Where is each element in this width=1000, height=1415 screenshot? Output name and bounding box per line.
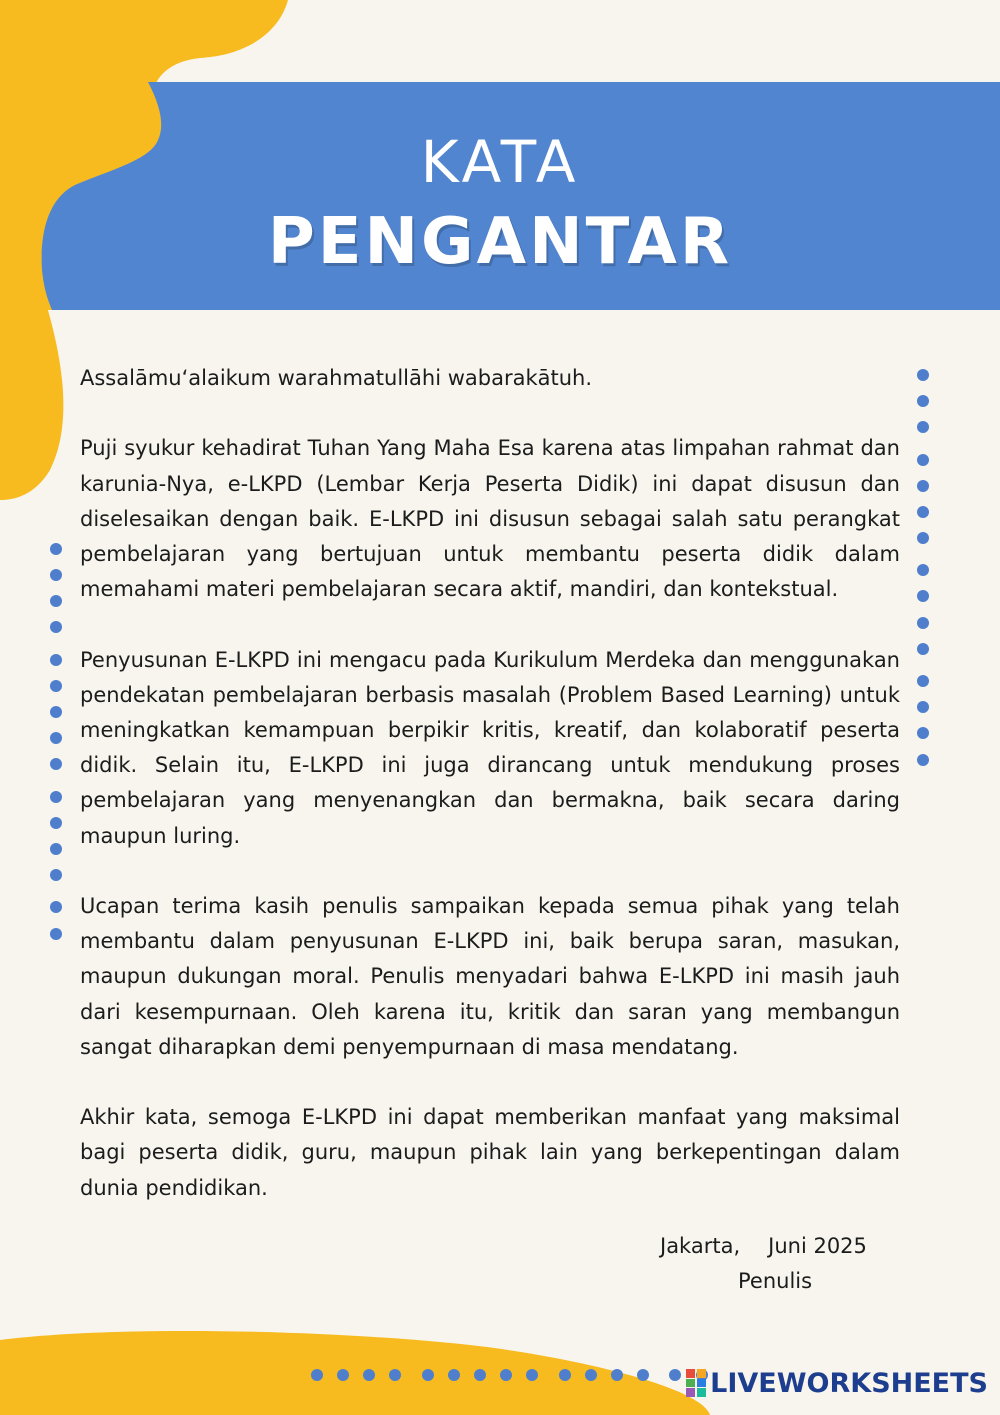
decorative-dot [311, 1369, 323, 1381]
decorative-dot [917, 675, 929, 687]
decorative-dot [637, 1369, 649, 1381]
decorative-dot [917, 590, 929, 602]
decorative-dot [50, 901, 62, 913]
decorative-dot [917, 506, 929, 518]
signature [600, 1229, 900, 1299]
decorative-dot [917, 564, 929, 576]
decorative-dot [474, 1369, 486, 1381]
decorative-dot [526, 1369, 538, 1381]
paragraph-3: Ucapan terima kasih penulis sampaikan kepada semua pihak yang telah membantu dalam penyusunan E-LKPD ini, baik berupa saran, masukan, maupun dukungan moral. Penulis menyadari bahwa E-LKPD ini masih jauh dari kesempurnaan. Oleh karena itu, kritik dan saran yang membangun sangat diharapkan demi penyempurnaan di masa mendatang. [80, 894, 900, 1059]
decorative-dot [917, 532, 929, 544]
body-text [80, 361, 900, 1241]
decorative-dot [50, 621, 62, 633]
decorative-dot [50, 817, 62, 829]
greeting: Assalāmu‘alaikum warahmatullāhi wabarakātuh. [80, 366, 593, 390]
decorative-dot [50, 680, 62, 692]
liveworksheets-mark-icon [686, 1369, 706, 1397]
decorative-dot [917, 701, 929, 713]
decorative-dot [337, 1369, 349, 1381]
decorative-dot [50, 543, 62, 555]
decorative-dot [422, 1369, 434, 1381]
decorative-dot [917, 754, 929, 766]
liveworksheets-wordmark: LIVEWORKSHEETS [710, 1367, 988, 1399]
decorative-dot [363, 1369, 375, 1381]
decorative-dot [500, 1369, 512, 1381]
decorative-dot [917, 617, 929, 629]
signature-role: Penulis [738, 1269, 813, 1293]
decorative-dot [50, 595, 62, 607]
decorative-dot [50, 706, 62, 718]
signature-date: Juni 2025 [768, 1234, 867, 1258]
decorative-dot [917, 421, 929, 433]
decorative-dot [917, 480, 929, 492]
decorative-dot [50, 843, 62, 855]
signature-place: Jakarta, [660, 1234, 741, 1258]
title-pengantar: PENGANTAR [267, 205, 733, 279]
paragraph-2: Penyusunan E-LKPD ini mengacu pada Kurikulum Merdeka dan menggunakan pendekatan pembelajaran berbasis masalah (Problem Based Learning) untuk meningkatkan kemampuan berpikir kritis, kreatif, dan kolaboratif peserta didik. Selain itu, E-LKPD ini juga dirancang untuk mendukung proses pembelajaran yang menyenangkan dan bermakna, baik secara daring maupun luring. [80, 647, 900, 848]
decorative-dot [50, 569, 62, 581]
decorative-dot [917, 395, 929, 407]
decorative-dot [669, 1369, 681, 1381]
decorative-dot [389, 1369, 401, 1381]
paragraph-1: Puji syukur kehadirat Tuhan Yang Maha Esa karena atas limpahan rahmat dan karunia-Nya, e-LKPD (Lembar Kerja Peserta Didik) ini dapat disusun dan diselesaikan dengan baik. E-LKPD ini disusun sebagai salah satu perangkat pembelajaran yang bertujuan untuk membantu peserta didik dalam memahami materi pembelajaran secara aktif, mandiri, dan kontekstual. [80, 436, 900, 602]
decorative-dot [50, 928, 62, 940]
title-kata: KATA [420, 128, 580, 196]
decorative-dot [917, 643, 929, 655]
liveworksheets-logo[interactable] [686, 1363, 988, 1403]
decorative-dot [917, 369, 929, 381]
decorative-dot [50, 654, 62, 666]
signature-place-date [600, 1229, 900, 1264]
decorative-dot [50, 791, 62, 803]
decorative-dot [559, 1369, 571, 1381]
decorative-dot [50, 732, 62, 744]
decorative-dot [50, 869, 62, 881]
decorative-dot [448, 1369, 460, 1381]
paragraph-4: Akhir kata, semoga E-LKPD ini dapat memberikan manfaat yang maksimal bagi peserta didik, guru, maupun pihak lain yang berkepentingan dalam dunia pendidikan. [80, 1105, 900, 1200]
decorative-dot [917, 727, 929, 739]
decorative-dot [917, 454, 929, 466]
decorative-dot [585, 1369, 597, 1381]
decorative-dot [50, 758, 62, 770]
decorative-dot [611, 1369, 623, 1381]
